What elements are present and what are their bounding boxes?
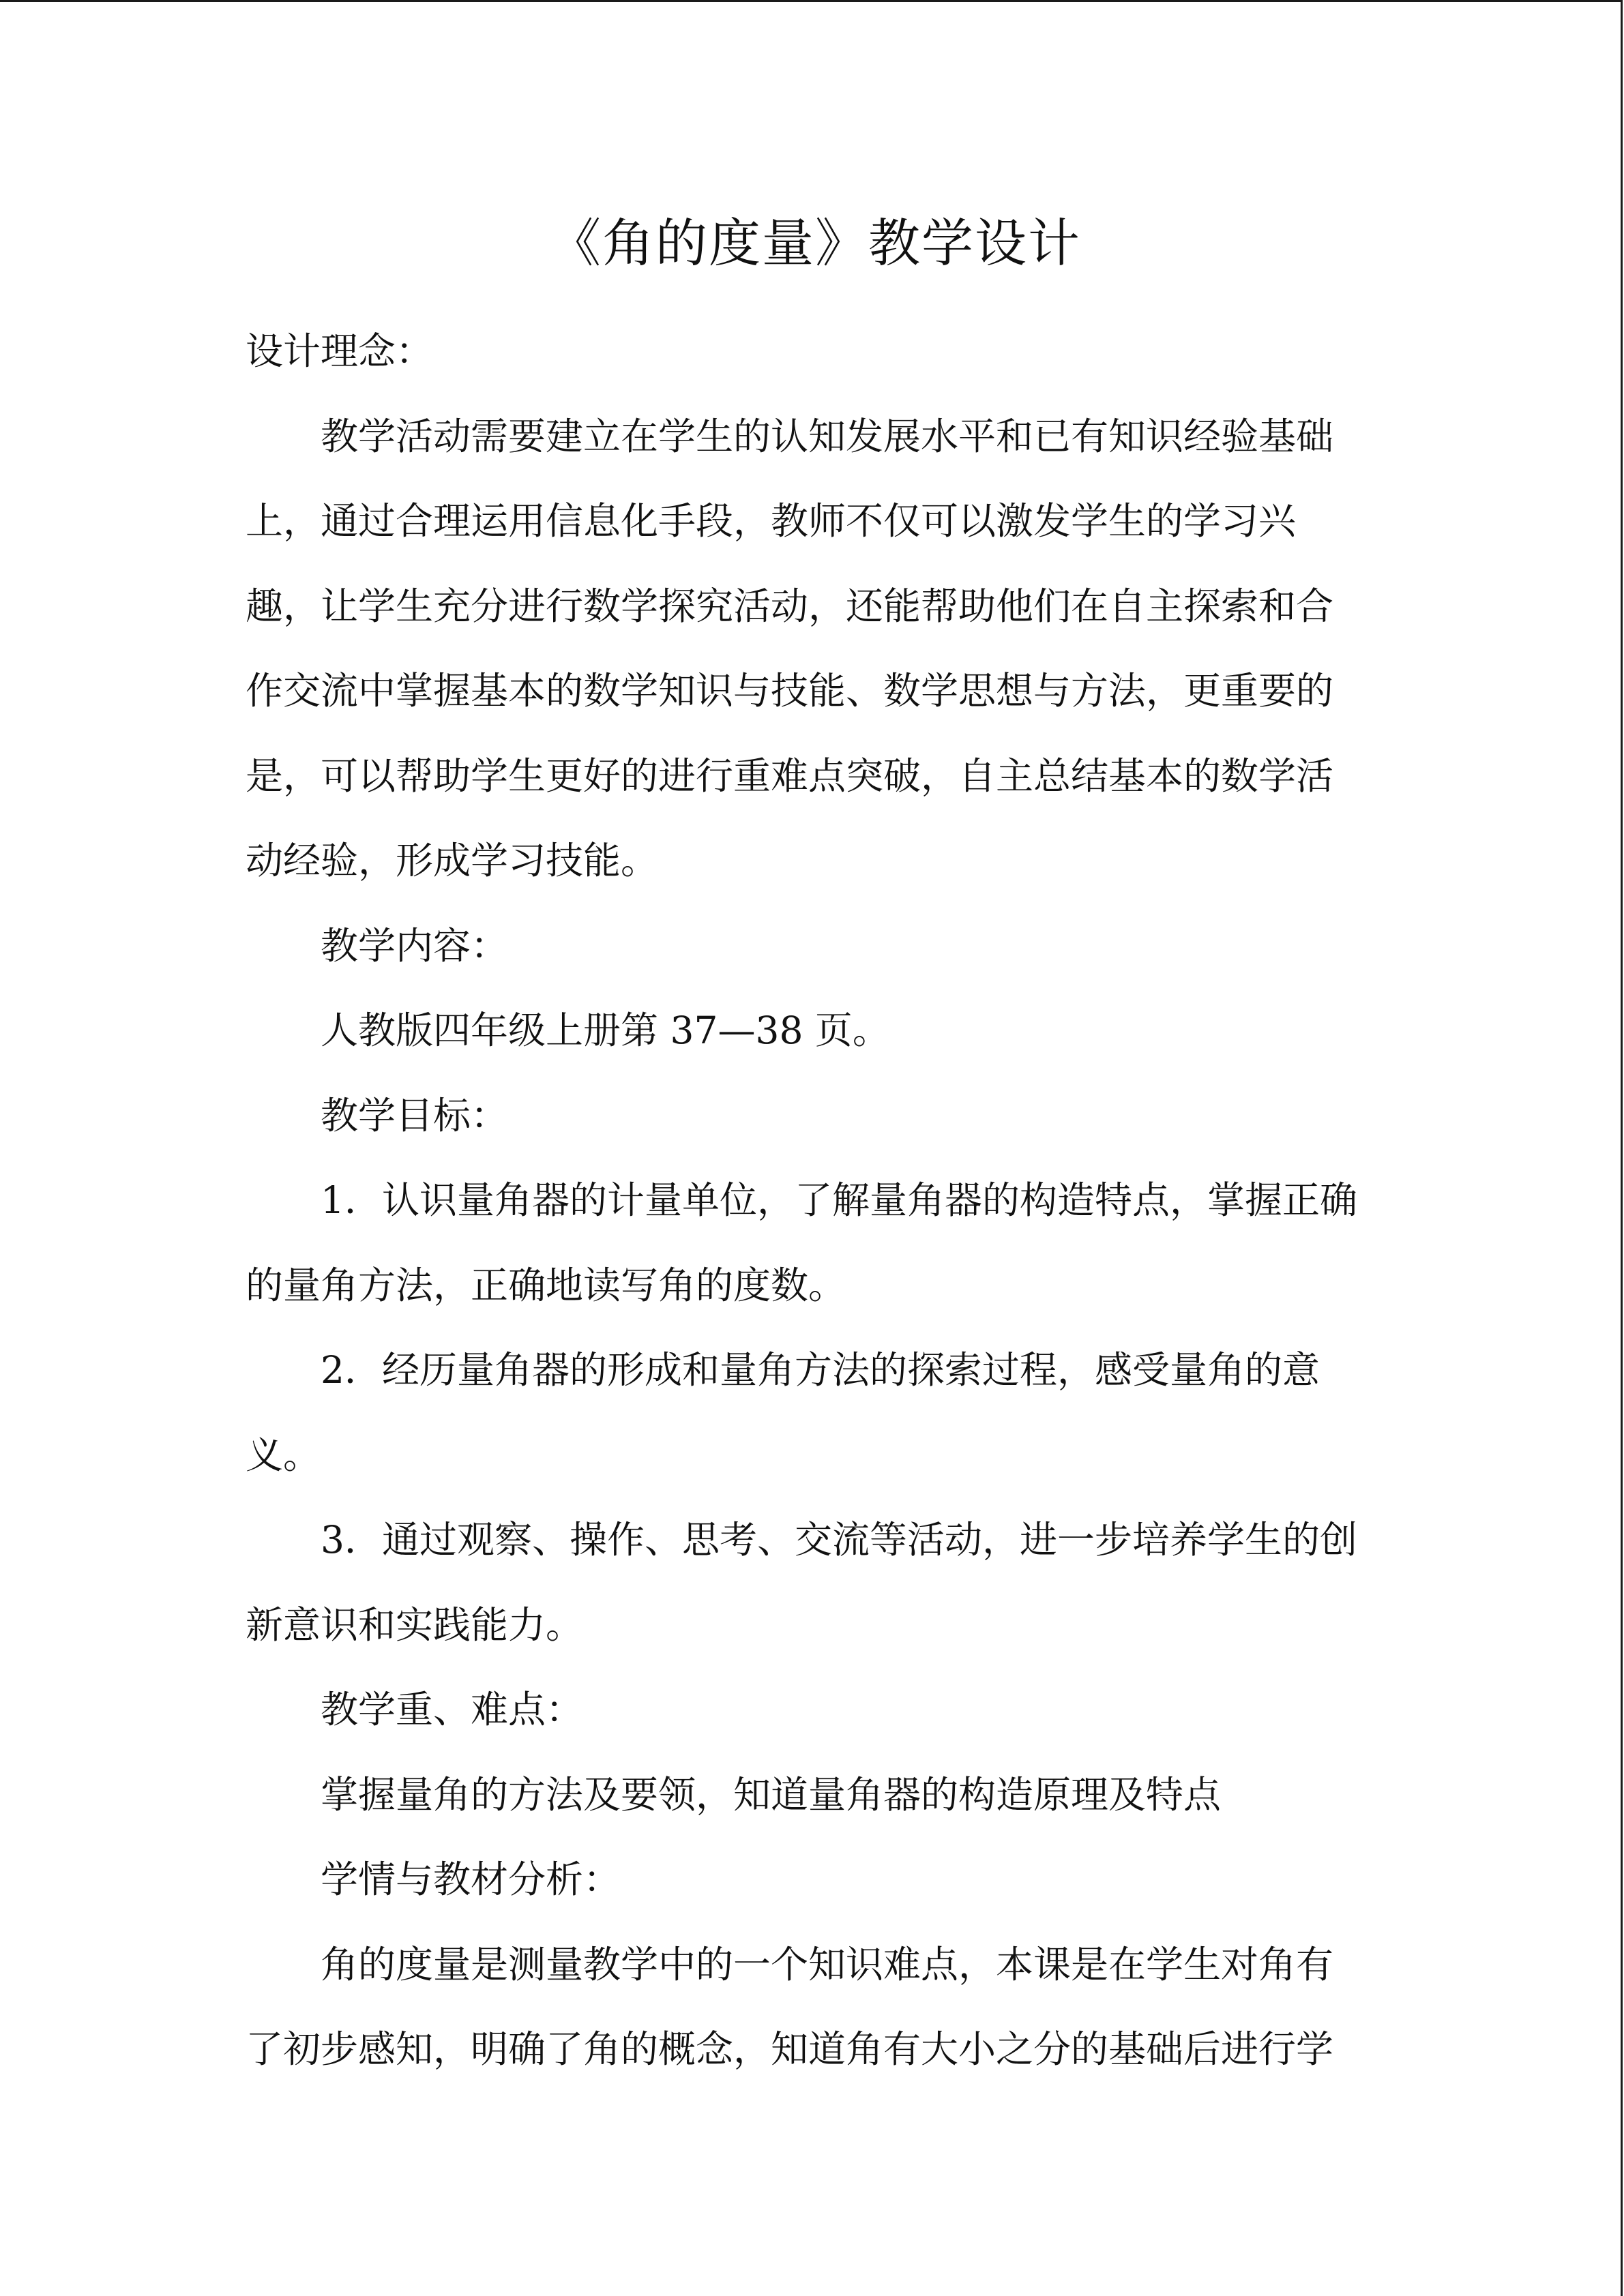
text-line: 了初步感知，明确了角的概念，知道角有大小之分的基础后进行学: [246, 2027, 1334, 2071]
paragraph-lines: [246, 309, 1385, 2092]
text-line: 动经验，形成学习技能。: [246, 839, 659, 882]
text-line: 1．认识量角器的计量单位，了解量角器的构造特点，掌握正确: [321, 1178, 1357, 1222]
text-line: 设计理念：: [246, 329, 434, 373]
document-title: 《角的度量》教学设计: [549, 213, 1081, 273]
text-line: 义。: [246, 1433, 321, 1477]
text-line: 教学活动需要建立在学生的认知发展水平和已有知识经验基础: [321, 414, 1334, 458]
text-line: 新意识和实践能力。: [246, 1602, 584, 1647]
text-line: 是，可以帮助学生更好的进行重难点突破，自主总结基本的数学活: [246, 754, 1334, 798]
text-line: 2．经历量角器的形成和量角方法的探索过程，感受量角的意: [321, 1348, 1320, 1392]
text-line: 学情与教材分析：: [321, 1858, 621, 1901]
text-line: 上，通过合理运用信息化手段，教师不仅可以激发学生的学习兴: [246, 499, 1297, 543]
text-line: 人教版四年级上册第 37—38 页。: [321, 1009, 890, 1052]
text-line: 趣，让学生充分进行数学探究活动，还能帮助他们在自主探索和合: [246, 584, 1334, 628]
text-line: 3．通过观察、操作、思考、交流等活动，进一步培养学生的创: [321, 1518, 1357, 1562]
text-line: 教学目标：: [321, 1093, 509, 1137]
text-line: 角的度量是测量教学中的一个知识难点，本课是在学生对角有: [321, 1942, 1334, 1986]
text-line: 的量角方法，正确地读写角的度数。: [246, 1263, 846, 1307]
text-line: 教学内容：: [321, 923, 509, 968]
document-body: [246, 207, 1385, 2092]
text-line: 教学重、难点：: [321, 1688, 584, 1731]
text-line: 作交流中掌握基本的数学知识与技能、数学思想与方法，更重要的: [246, 669, 1334, 713]
text-line: 掌握量角的方法及要领，知道量角器的构造原理及特点: [321, 1772, 1222, 1817]
